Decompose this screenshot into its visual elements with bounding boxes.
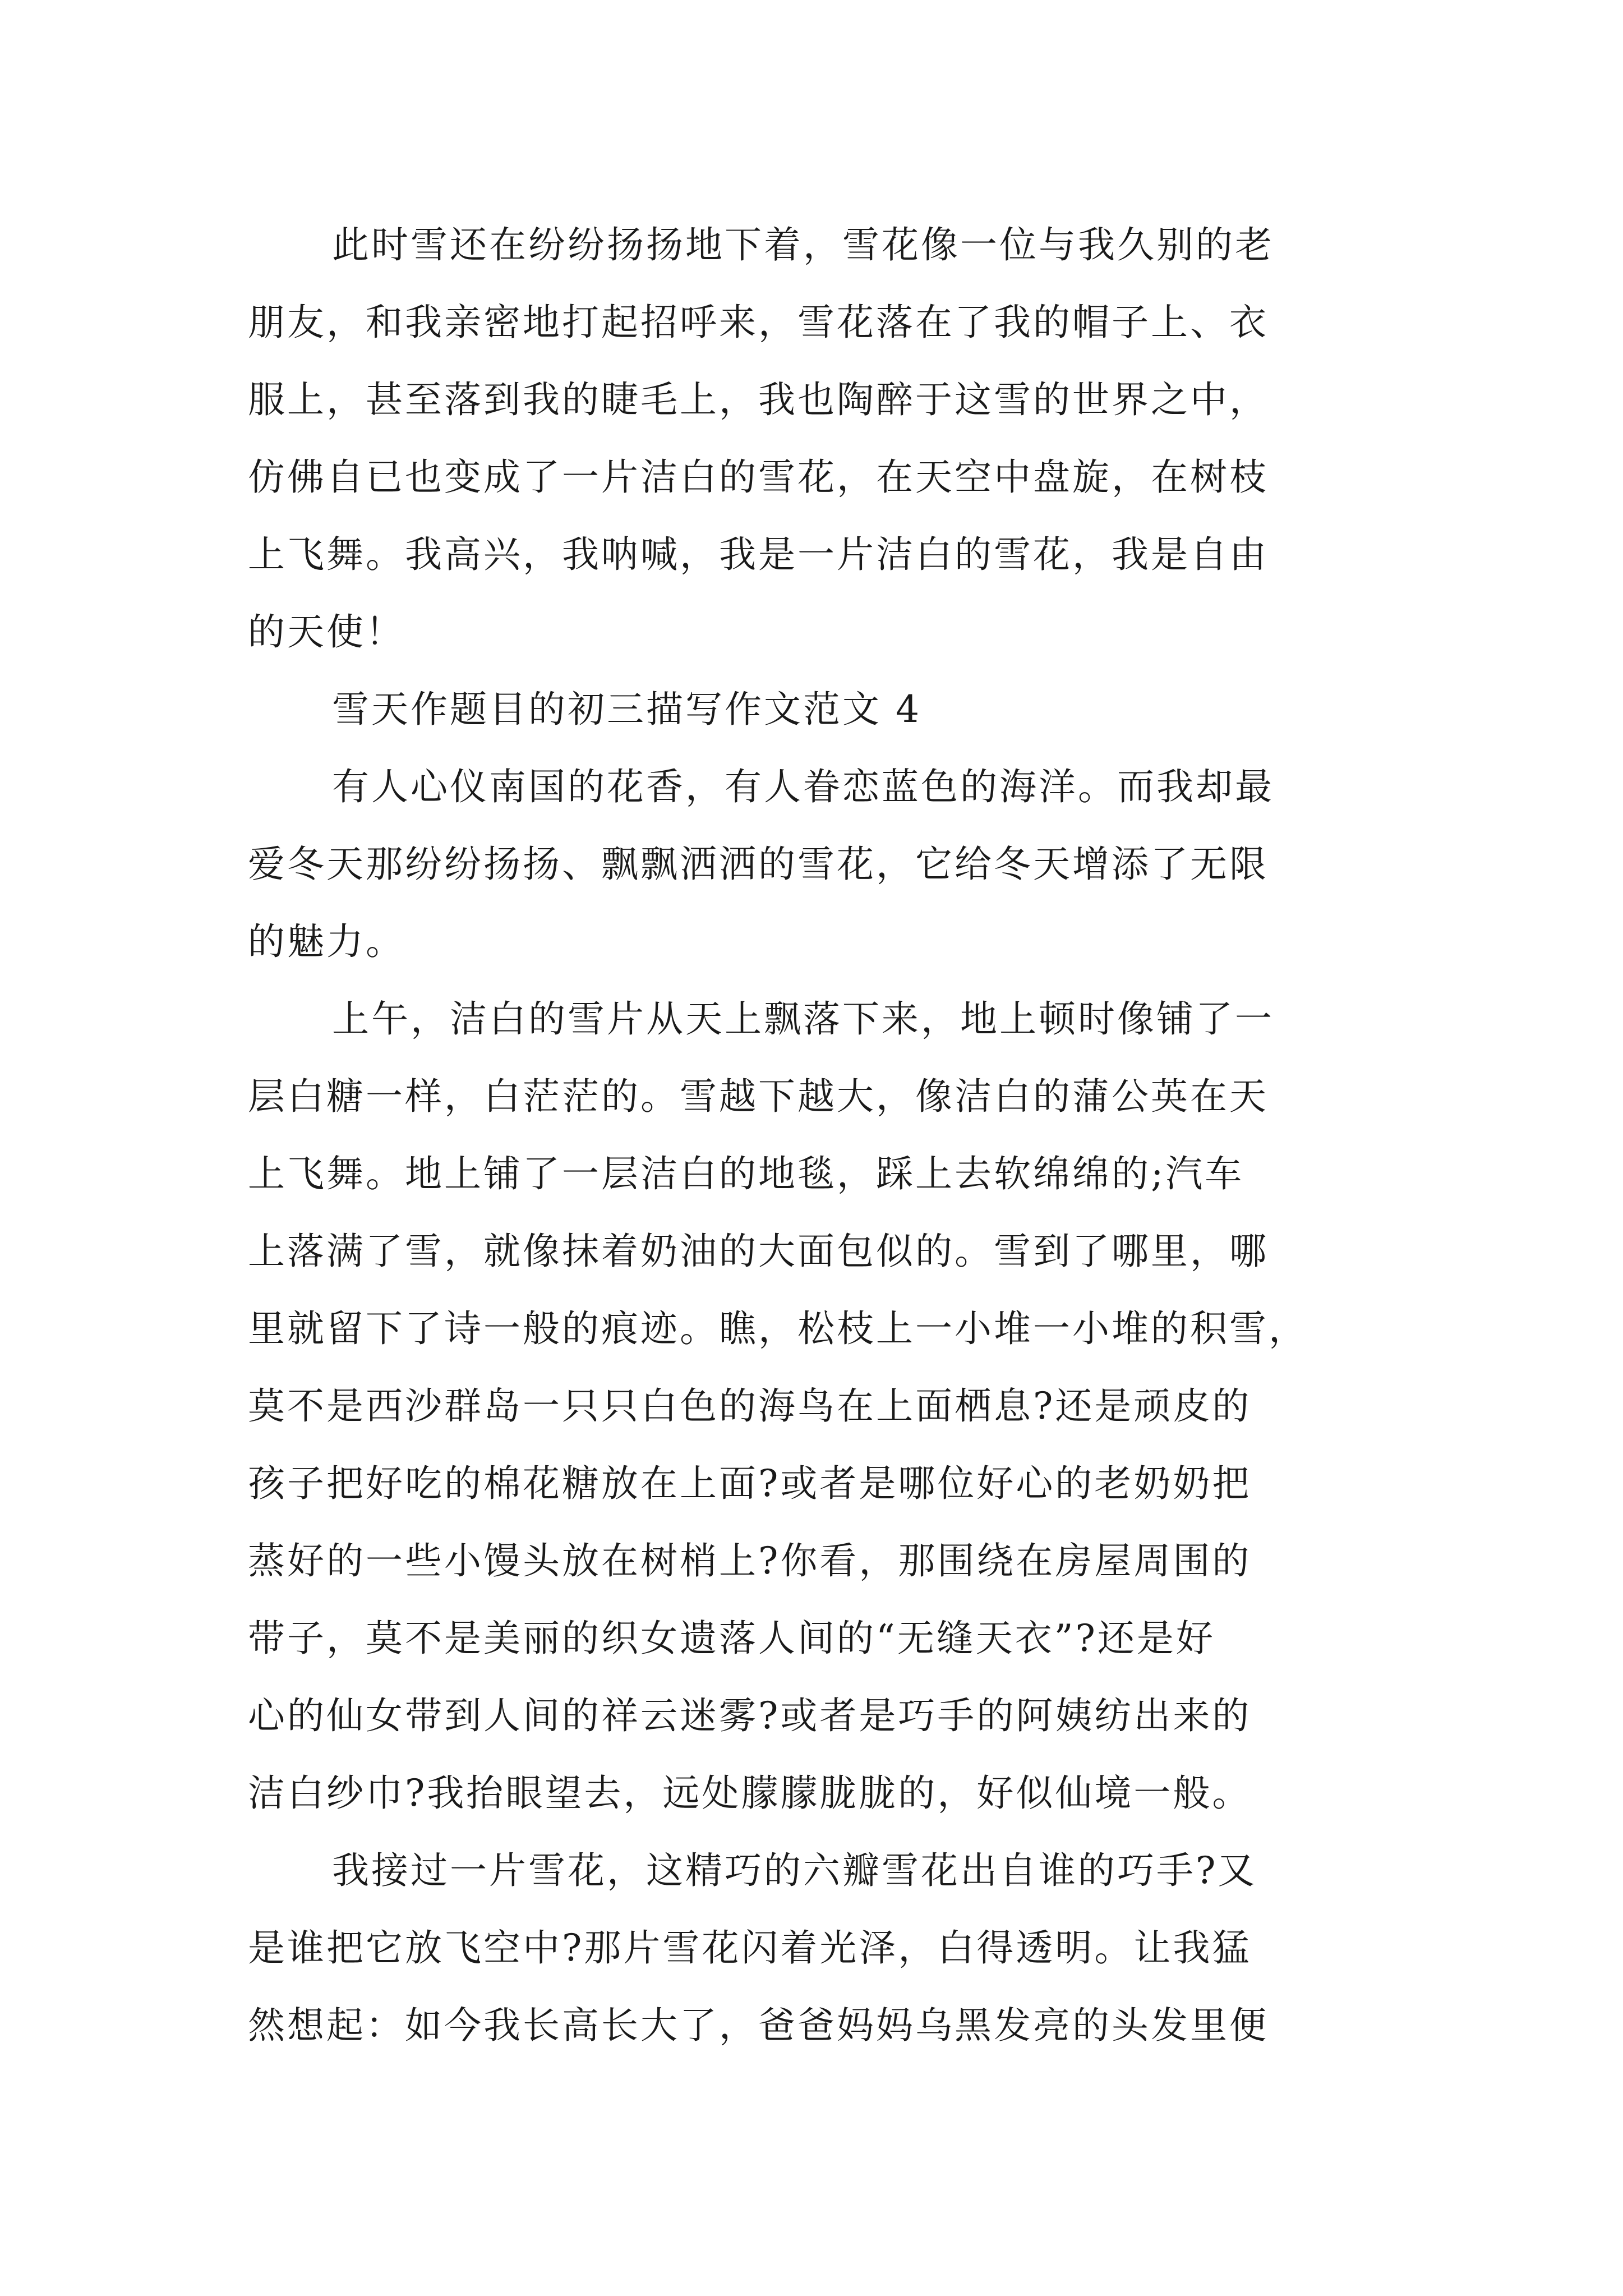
text-line: 仿佛自已也变成了一片洁白的雪花，在天空中盘旋，在树枝 (248, 455, 1269, 499)
text-line: 然想起：如今我长高长大了，爸爸妈妈乌黑发亮的头发里便 (248, 2004, 1269, 2047)
document-body (248, 206, 1392, 2064)
text-line: 心的仙女带到人间的祥云迷雾?或者是巧手的阿姨纺出来的 (248, 1694, 1252, 1737)
text-line: 上飞舞。我高兴，我呐喊，我是一片洁白的雪花，我是自由 (248, 533, 1269, 576)
paragraph-catch-snowflake (248, 1832, 1392, 2064)
text-line: 朋友，和我亲密地打起招呼来，雪花落在了我的帽子上、衣 (248, 301, 1269, 344)
text-line: 上午，洁白的雪片从天上飘落下来，地上顿时像铺了一 (332, 997, 1274, 1041)
text-line: 上飞舞。地上铺了一层洁白的地毯，踩上去软绵绵的;汽车 (248, 1152, 1244, 1195)
text-line: 的魅力。 (248, 920, 405, 963)
text-line: 此时雪还在纷纷扬扬地下着，雪花像一位与我久别的老 (332, 223, 1274, 266)
text-line: 的天使！ (248, 610, 405, 654)
text-line: 层白糖一样，白茫茫的。雪越下越大，像洁白的蒲公英在天 (248, 1075, 1269, 1118)
paragraph-morning-snow (248, 981, 1392, 1832)
paragraph-intro (248, 748, 1392, 981)
text-line: 有人心仪南国的花香，有人眷恋蓝色的海洋。而我却最 (332, 765, 1274, 808)
text-line: 爱冬天那纷纷扬扬、飘飘洒洒的雪花，它给冬天增添了无限 (248, 843, 1269, 886)
text-line: 莫不是西沙群岛一只只白色的海鸟在上面栖息?还是顽皮的 (248, 1384, 1252, 1428)
text-line: 孩子把好吃的棉花糖放在上面?或者是哪位好心的老奶奶把 (248, 1462, 1252, 1505)
text-line: 我接过一片雪花，这精巧的六瓣雪花出自谁的巧手?又 (332, 1849, 1257, 1892)
text-line: 是谁把它放飞空中?那片雪花闪着光泽，白得透明。让我猛 (248, 1926, 1252, 1970)
text-line: 洁白纱巾?我抬眼望去，远处朦朦胧胧的，好似仙境一般。 (248, 1772, 1252, 1815)
text-line: 带子，莫不是美丽的织女遗落人间的“无缝天衣”?还是好 (248, 1617, 1215, 1660)
section-heading (248, 671, 1392, 748)
text-line: 里就留下了诗一般的痕迹。瞧，松枝上一小堆一小堆的积雪， (248, 1307, 1308, 1350)
heading-text: 雪天作题目的初三描写作文范文 4 (332, 688, 921, 731)
text-line: 蒸好的一些小馒头放在树梢上?你看，那围绕在房屋周围的 (248, 1539, 1252, 1582)
paragraph-snow-dance (248, 206, 1392, 671)
text-line: 上落满了雪，就像抹着奶油的大面包似的。雪到了哪里，哪 (248, 1230, 1269, 1273)
text-line: 服上，甚至落到我的睫毛上，我也陶醉于这雪的世界之中， (248, 378, 1269, 421)
